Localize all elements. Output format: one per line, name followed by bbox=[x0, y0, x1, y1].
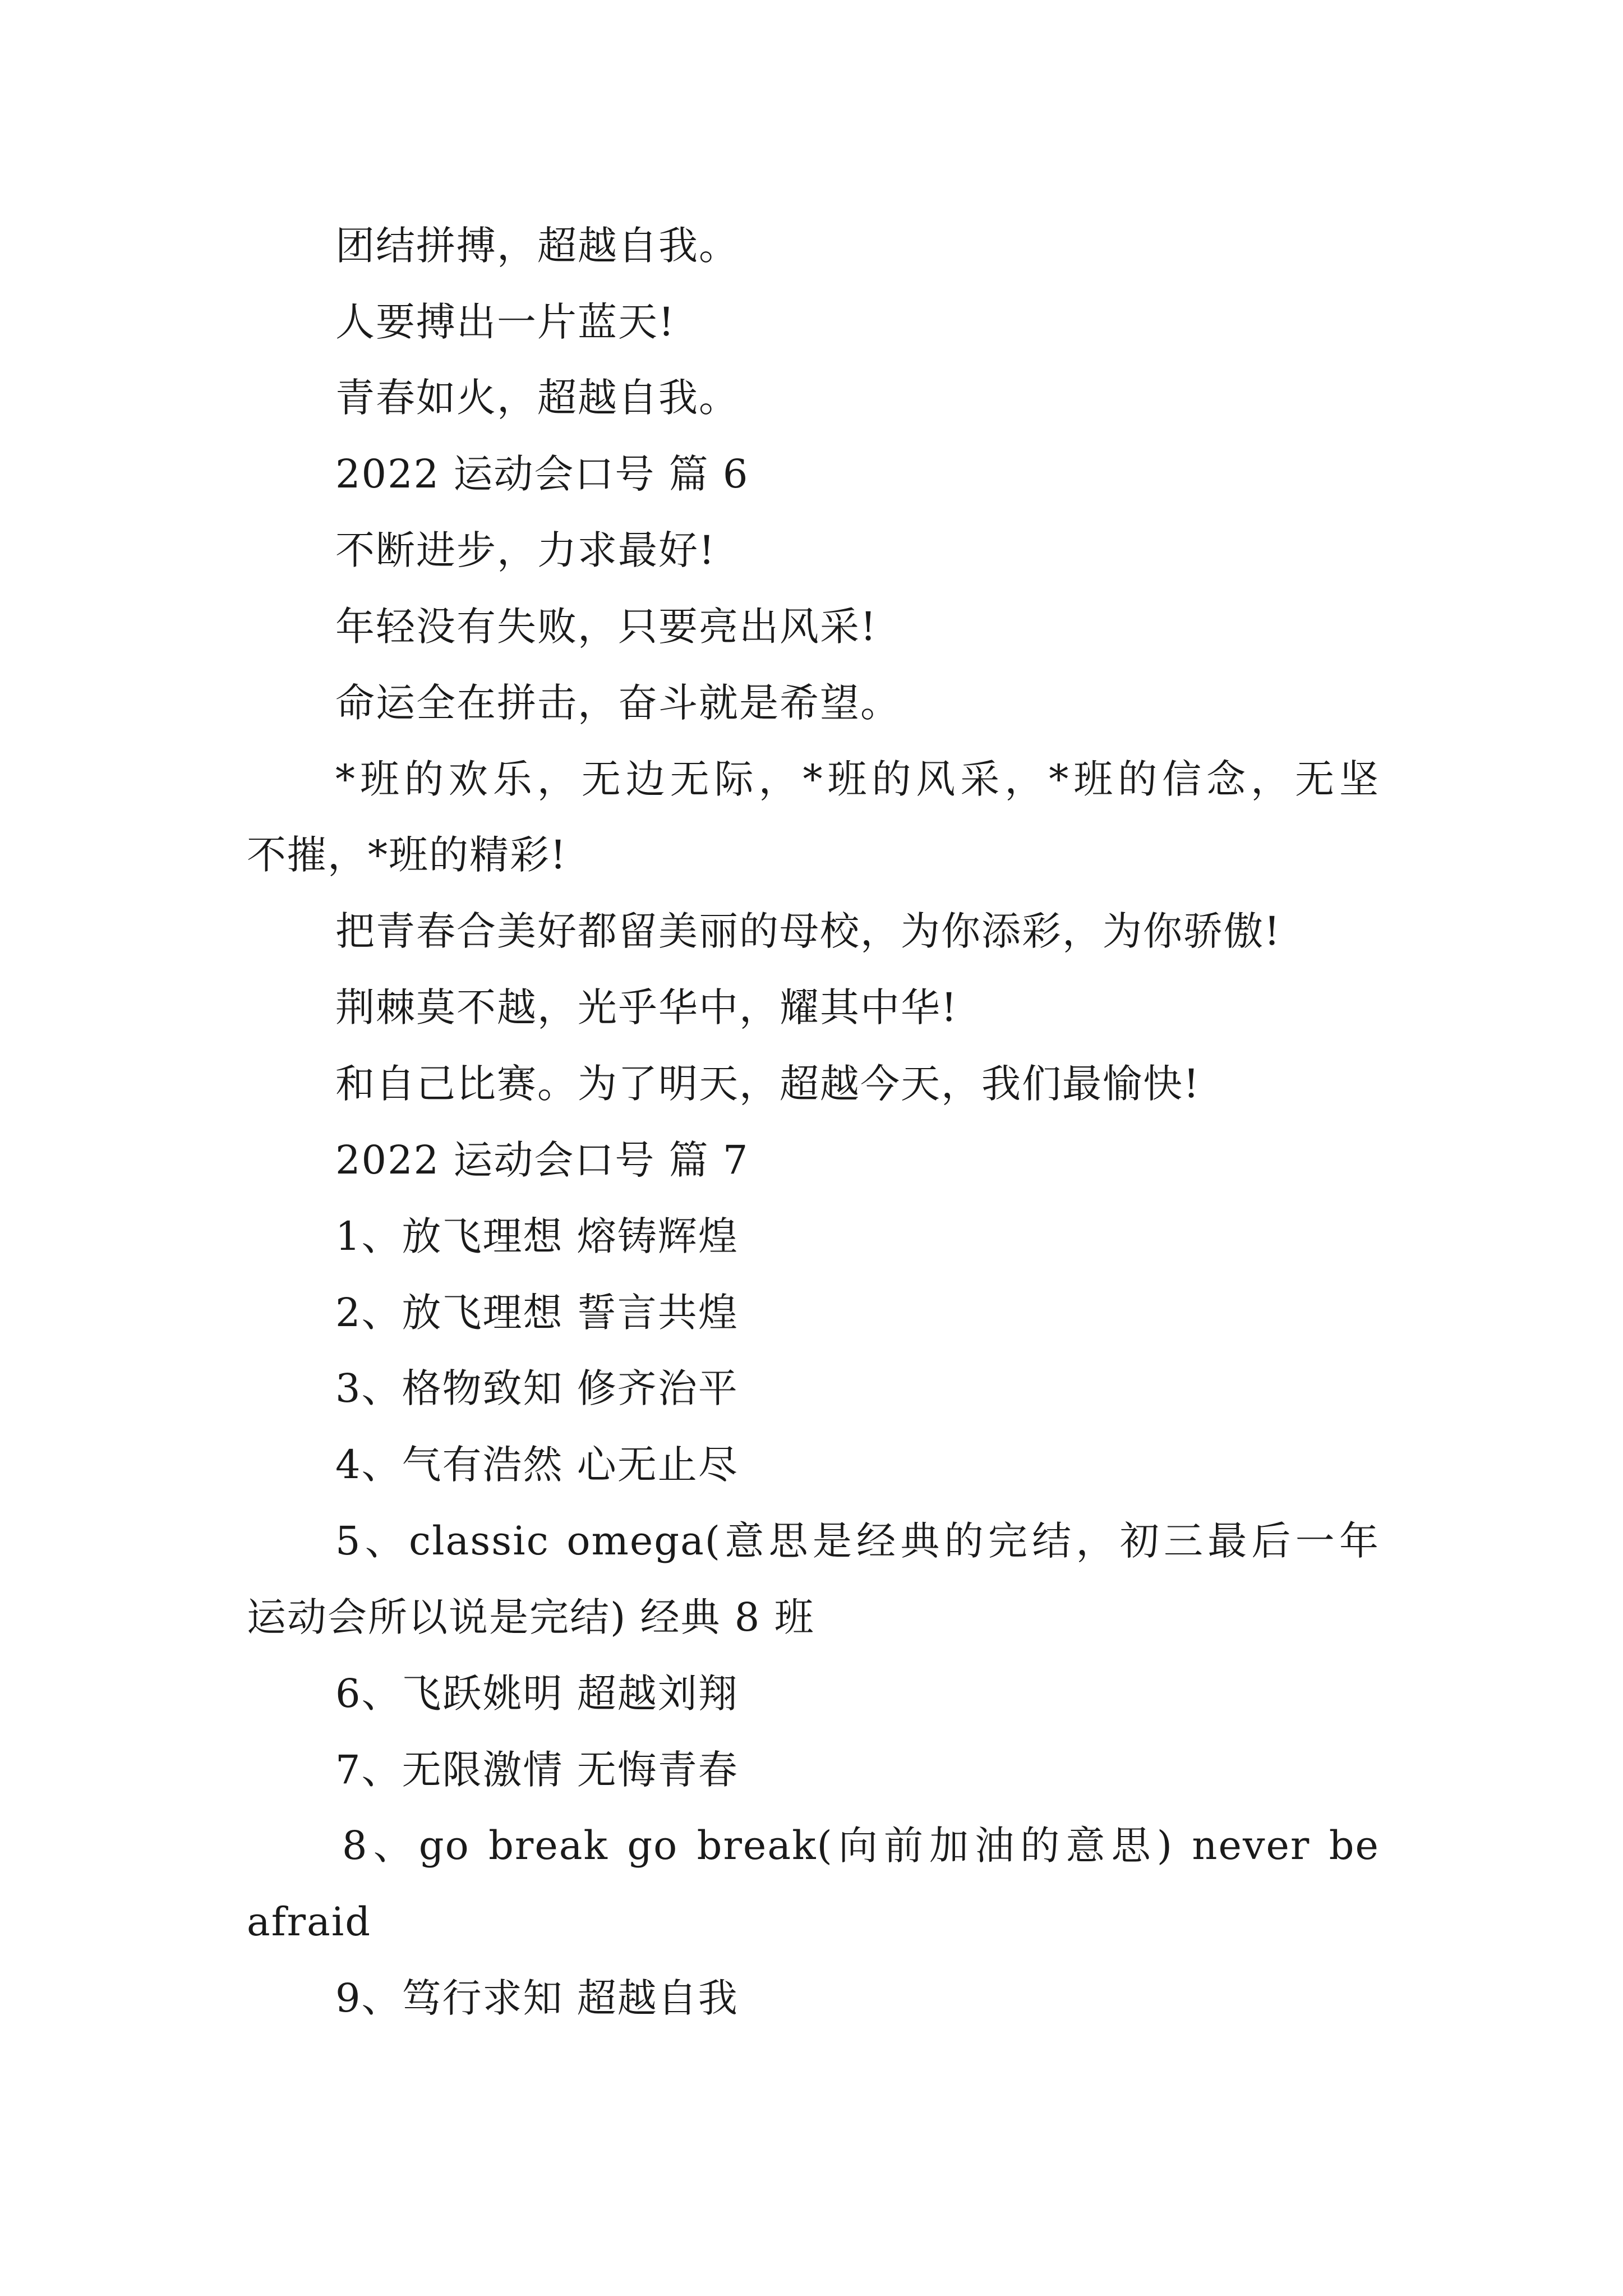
slogan-line: 荆棘莫不越，光乎华中，耀其中华! bbox=[335, 984, 958, 1030]
slogan-line: 年轻没有失败，只要亮出风采! bbox=[335, 604, 878, 650]
paragraph-line-continued: 不摧，*班的精彩! bbox=[247, 832, 568, 878]
numbered-slogan-continued: 运动会所以说是完结) 经典 8 班 bbox=[247, 1594, 815, 1640]
numbered-slogan: 9、笃行求知 超越自我 bbox=[335, 1975, 739, 2021]
numbered-slogan: 6、飞跃姚明 超越刘翔 bbox=[335, 1671, 739, 1717]
numbered-slogan-continued: afraid bbox=[247, 1899, 372, 1945]
slogan-line: 青春如火，超越自我。 bbox=[335, 375, 739, 421]
numbered-slogan: 8、go break go break(向前加油的意思) never be bbox=[342, 1823, 1380, 1869]
slogan-line: 和自己比赛。为了明天，超越今天，我们最愉快! bbox=[335, 1061, 1201, 1107]
numbered-slogan: 5、classic omega(意思是经典的完结，初三最后一年 bbox=[335, 1518, 1380, 1564]
section-heading: 2022 运动会口号 篇 7 bbox=[335, 1137, 749, 1183]
slogan-line: 不断进步，力求最好! bbox=[335, 527, 716, 573]
paragraph-line: *班的欢乐，无边无际，*班的风采，*班的信念，无坚 bbox=[335, 756, 1380, 802]
section-heading: 2022 运动会口号 篇 6 bbox=[335, 451, 749, 497]
numbered-slogan: 2、放飞理想 誓言共煌 bbox=[335, 1290, 739, 1336]
slogan-line: 人要搏出一片蓝天! bbox=[335, 299, 676, 345]
slogan-line: 团结拼搏，超越自我。 bbox=[335, 223, 739, 269]
numbered-slogan: 7、无限激情 无悔青春 bbox=[335, 1747, 739, 1793]
slogan-line: 把青春合美好都留美丽的母校，为你添彩，为你骄傲! bbox=[335, 908, 1281, 954]
slogan-line: 命运全在拼击，奋斗就是希望。 bbox=[335, 680, 901, 726]
numbered-slogan: 3、格物致知 修齐治平 bbox=[335, 1365, 739, 1411]
numbered-slogan: 1、放飞理想 熔铸辉煌 bbox=[335, 1213, 739, 1259]
numbered-slogan: 4、气有浩然 心无止尽 bbox=[335, 1442, 739, 1488]
